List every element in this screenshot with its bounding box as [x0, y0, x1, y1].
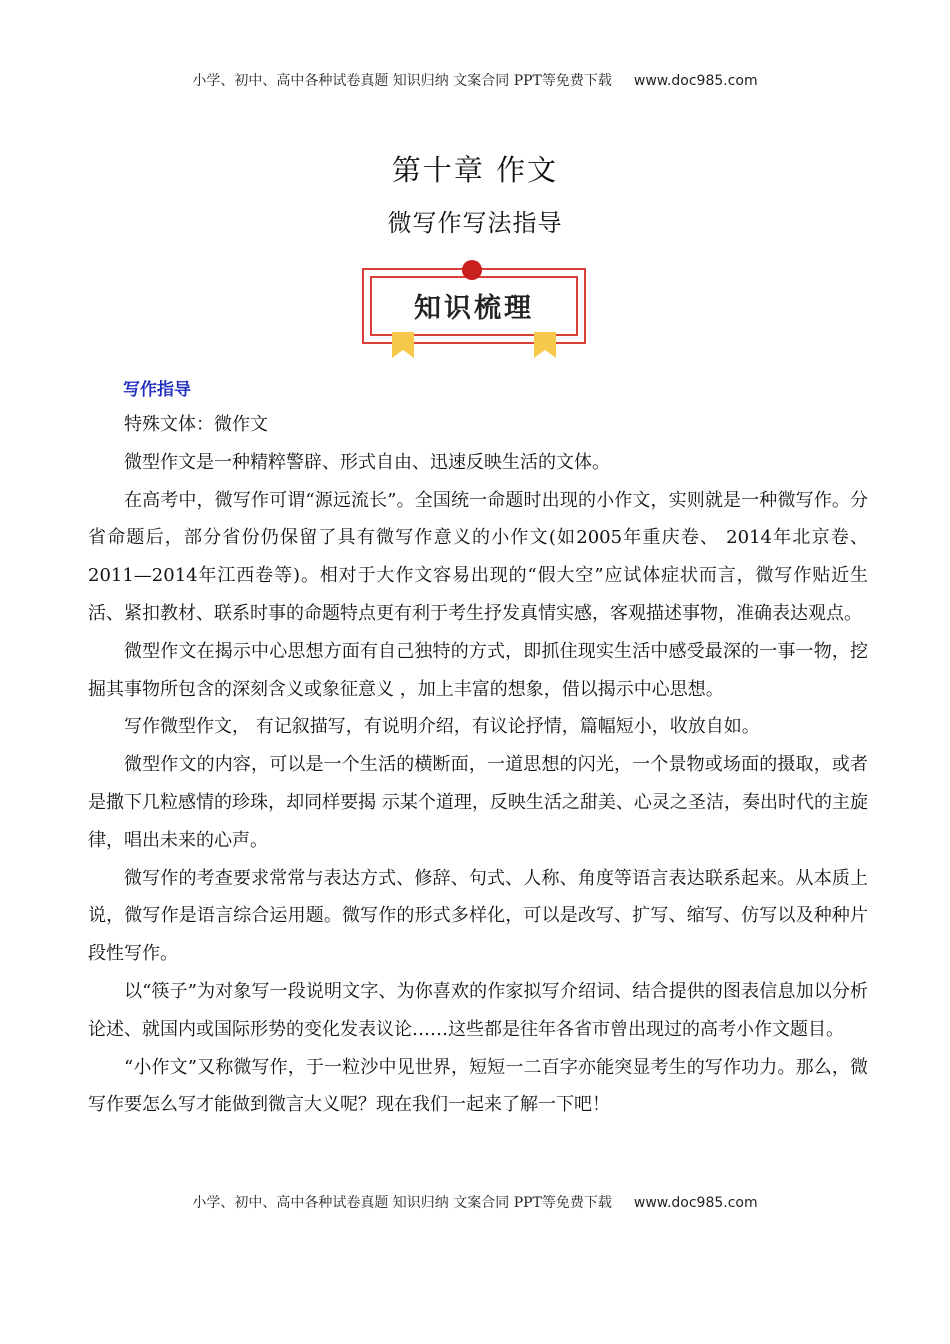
paragraph: 微型作文在揭示中心思想方面有自己独特的方式，即抓住现实生活中感受最深的一事一物，挖掘其事物所包含的深刻含义或象征意义 ，加上丰富的想象，借以揭示中心思想。 — [88, 640, 868, 700]
right-ribbon-icon — [534, 332, 556, 358]
left-ribbon-icon — [392, 332, 414, 358]
article-body — [88, 406, 868, 1124]
page-subtitle: 微写作写法指导 — [387, 209, 563, 237]
section-heading: 写作指导 — [123, 380, 191, 400]
paragraph: 微型作文是一种精粹警辟、形式自由、迅速反映生活的文体。 — [124, 451, 610, 473]
badge-pin-icon — [462, 260, 482, 280]
knowledge-badge — [362, 260, 586, 360]
footer-url-link[interactable]: www.doc985.com — [633, 1195, 758, 1211]
chapter-title: 第十章 作文 — [391, 153, 559, 187]
paragraph: 以“筷子”为对象写一段说明文字、为你喜欢的作家拟写介绍词、结合提供的图表信息加以分析论述、就国内或国际形势的变化发表议论……这些都是往年各省市曾出现过的高考小作文题目。 — [88, 980, 868, 1040]
paragraph: 特殊文体：微作文 — [124, 414, 268, 435]
page-header — [0, 70, 950, 90]
page-footer — [0, 1192, 950, 1212]
paragraph: 微写作的考查要求常常与表达方式、修辞、句式、人称、角度等语言表达联系起来。从本质上说，微写作是语言综合运用题。微写作的形式多样化，可以是改写、扩写、缩写、仿写以及种种片段性写作。 — [88, 867, 868, 965]
paragraph: “小作文”又称微写作，于一粒沙中见世界，短短一二百字亦能突显考生的写作功力。那么，微写作要怎么写才能做到微言大义呢？现在我们一起来了解一下吧！ — [88, 1056, 868, 1116]
header-url-link[interactable]: www.doc985.com — [633, 73, 758, 89]
footer-text: 小学、初中、高中各种试卷真题 知识归纳 文案合同 PPT等免费下载 — [192, 1195, 612, 1211]
header-text: 小学、初中、高中各种试卷真题 知识归纳 文案合同 PPT等免费下载 — [192, 73, 612, 89]
badge-label: 知识梳理 — [414, 293, 534, 324]
paragraph: 微型作文的内容，可以是一个生活的横断面，一道思想的闪光，一个景物或场面的摄取，或者是撒下几粒感情的珍珠，却同样要揭 示某个道理，反映生活之甜美、心灵之圣洁，奏出时代的主旋 律，唱出未来的心声。 — [88, 754, 868, 851]
paragraph: 在高考中，微写作可谓“源远流长”。全国统一命题时出现的小作文，实则就是一种微写作。分省命题后，部分省份仍保留了具有微写作意义的小作文(如2005年重庆卷、 2014年北京卷、2011—2014年江西卷等)。相对于大作文容易出现的“假大空”应试体症状而言，微写作贴近生活、紧扣教材、联系时事的命题特点更有利于考生抒发真情实感，客观描述事物，准确表达观点。 — [88, 489, 868, 624]
paragraph: 写作微型作文， 有记叙描写，有说明介绍，有议论抒情，篇幅短小，收放自如。 — [124, 716, 760, 738]
